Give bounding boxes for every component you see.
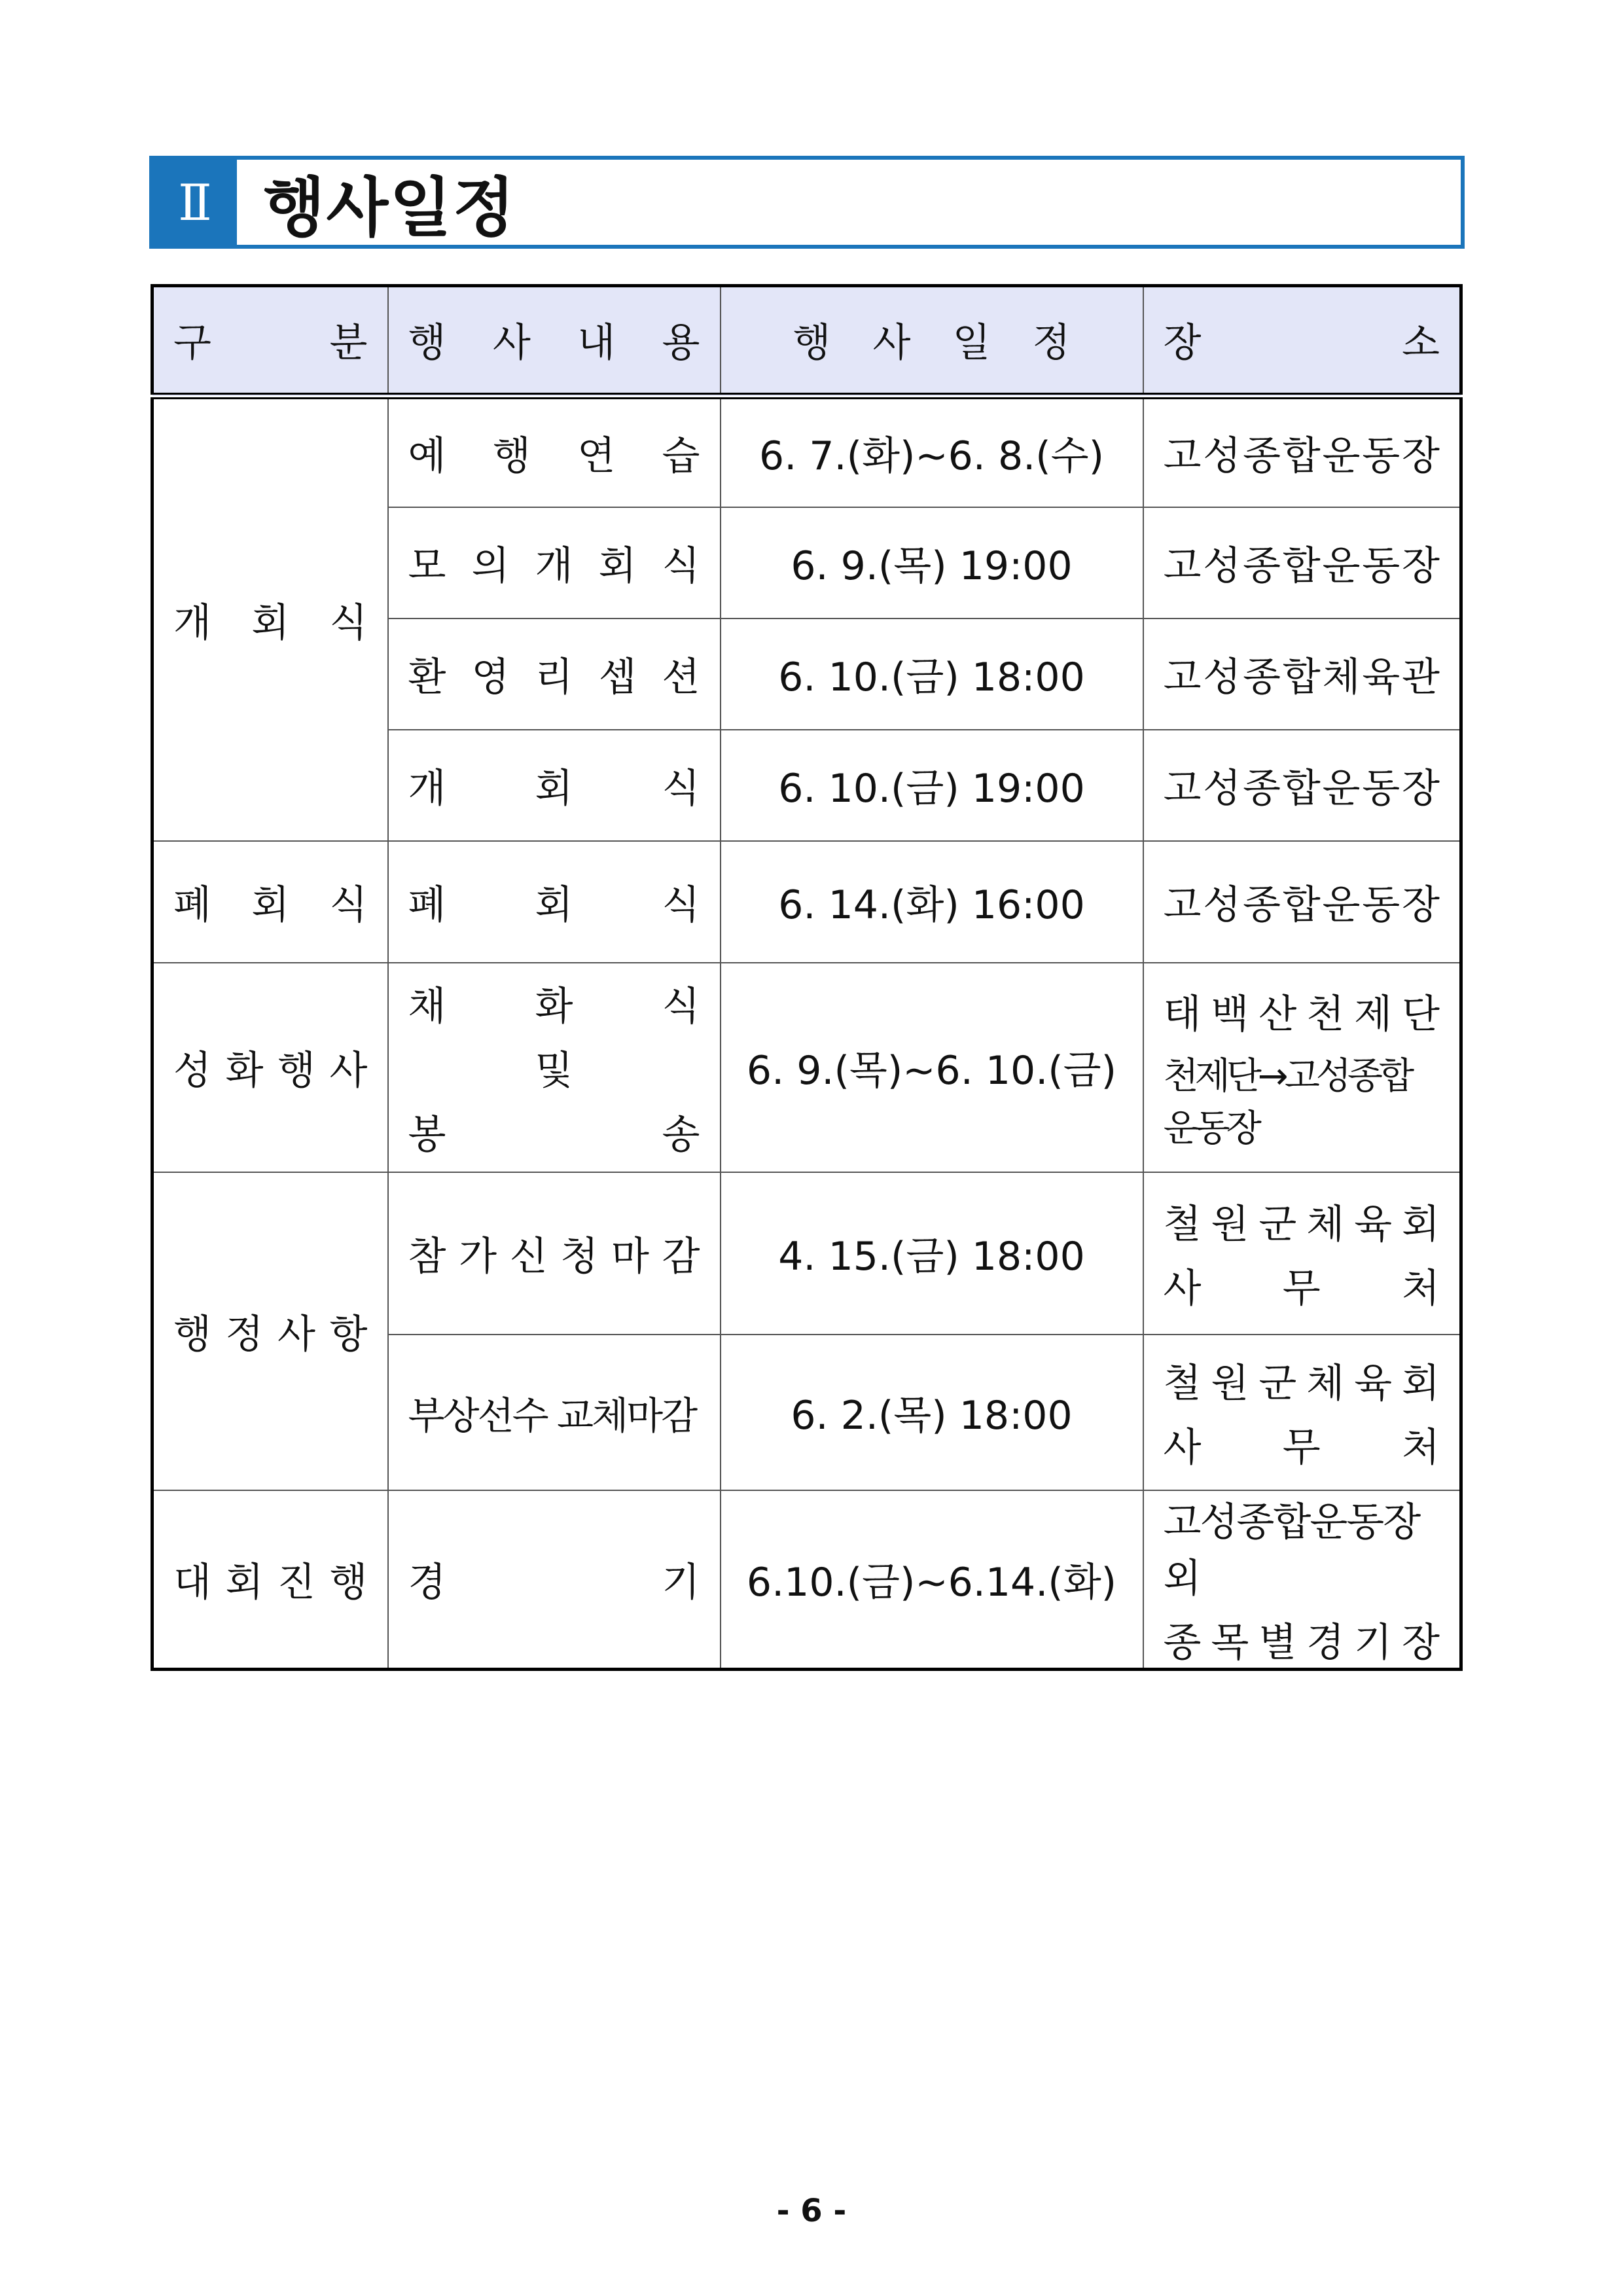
text-segment: 산 (1258, 991, 1297, 1037)
text-segment: 동 (1362, 433, 1400, 479)
category-cell (152, 1172, 388, 1490)
distributed-text (1164, 1611, 1440, 1668)
text-segment: 정 (225, 1311, 264, 1357)
text-segment: 식 (329, 882, 368, 928)
distributed-text (173, 1551, 368, 1607)
category-cell (152, 841, 388, 963)
text-segment: 체 (1306, 1201, 1345, 1247)
text-segment: 체 (1322, 654, 1361, 700)
text-segment: 소 (1402, 320, 1440, 367)
distributed-text (1164, 874, 1440, 930)
text-segment: 운 (1322, 882, 1361, 928)
text-segment: 행 (492, 433, 531, 479)
place-cell (1143, 507, 1461, 619)
text-segment: 화 (225, 1047, 264, 1094)
distributed-text (408, 425, 700, 481)
text-segment: 처 (1402, 1424, 1440, 1471)
text-segment: 기 (662, 1559, 700, 1605)
text-segment: 별 (1258, 1619, 1297, 1666)
text-segment: 항 (329, 1311, 368, 1357)
distributed-text (1164, 646, 1440, 702)
text-segment: 장 (1402, 1619, 1440, 1666)
text-segment: 단 (1402, 991, 1440, 1037)
schedule-cell: 4. 15.(금) 18:00 (721, 1172, 1143, 1335)
text-segment: 행 (173, 1311, 211, 1357)
table-row (152, 1172, 1461, 1335)
text-segment: 고 (1163, 543, 1202, 589)
text-segment: 종 (1163, 1619, 1202, 1666)
text-segment: 고 (1163, 433, 1202, 479)
distributed-text (1164, 1416, 1440, 1473)
text-segment: 회 (1402, 1201, 1440, 1247)
text-segment: 폐 (408, 882, 446, 928)
text-segment: 회 (251, 882, 290, 928)
category-cell (152, 1490, 388, 1670)
distributed-text (408, 646, 700, 702)
text-segment: 천 (1306, 991, 1345, 1037)
distributed-text (408, 1225, 700, 1282)
text-segment: 제 (1354, 991, 1393, 1037)
text-segment: 청 (560, 1233, 599, 1280)
text-segment: 개 (408, 765, 446, 812)
text-segment: 동 (1362, 765, 1400, 812)
distributed-text (173, 592, 368, 648)
text-segment: 성 (1203, 543, 1241, 589)
place-cell (1143, 963, 1461, 1172)
header-content (388, 286, 721, 396)
place-line: 천제단→고성종합운동장 (1163, 1054, 1411, 1150)
text-segment: 화 (535, 983, 573, 1030)
text-segment: 무 (1282, 1424, 1321, 1471)
text-segment: 예 (408, 433, 446, 479)
schedule-cell: 6. 7.(화)~6. 8.(수) (721, 396, 1143, 507)
text-segment: 고 (1163, 882, 1202, 928)
text-segment: 영 (471, 654, 510, 700)
text-segment: 모 (408, 543, 446, 589)
distributed-text (793, 312, 1071, 368)
text-segment: 사 (1163, 1424, 1202, 1471)
content-text: 부상선수 교체마감 (408, 1393, 696, 1438)
schedule-cell: 6.10.(금)~6.14.(화) (721, 1490, 1143, 1670)
text-segment: 행 (793, 320, 831, 367)
text-segment: 성 (173, 1047, 211, 1094)
text-segment: 고 (1163, 765, 1202, 812)
schedule-cell: 6. 10.(금) 18:00 (721, 619, 1143, 730)
distributed-text (408, 312, 700, 368)
distributed-text (1164, 425, 1440, 481)
content-cell (388, 963, 721, 1172)
content-cell (388, 1490, 721, 1670)
text-segment: 원 (1211, 1201, 1249, 1247)
text-segment: 동 (1362, 882, 1400, 928)
section-number: Ⅱ (153, 160, 237, 245)
distributed-text (408, 757, 700, 814)
text-segment: 체 (1306, 1360, 1345, 1407)
distributed-text (1164, 1257, 1440, 1314)
place-cell (1143, 396, 1461, 507)
text-segment: 성 (1203, 433, 1241, 479)
text-segment: 장 (1402, 765, 1440, 812)
distributed-text (408, 975, 700, 1031)
text-segment: 경 (408, 1559, 446, 1605)
distributed-text (1164, 312, 1440, 368)
place-cell (1143, 1490, 1461, 1670)
distributed-text (408, 1103, 700, 1160)
text-segment: 정 (1032, 320, 1071, 367)
text-segment: 군 (1258, 1360, 1297, 1407)
text-segment: 식 (329, 600, 368, 646)
distributed-text (173, 1039, 368, 1096)
text-segment: 성 (1203, 882, 1241, 928)
text-segment: 션 (662, 654, 700, 700)
text-segment: 합 (1282, 882, 1321, 928)
schedule-cell: 6. 9.(목) 19:00 (721, 507, 1143, 619)
text-segment: 종 (1243, 882, 1281, 928)
text-segment: 사 (329, 1047, 368, 1094)
text-segment: 식 (662, 983, 700, 1030)
header-category (152, 286, 388, 396)
text-segment: 종 (1243, 543, 1281, 589)
text-segment: 사 (872, 320, 911, 367)
header-schedule (721, 286, 1143, 396)
distributed-text (1164, 983, 1440, 1039)
text-segment: 폐 (173, 882, 211, 928)
text-segment: 처 (1402, 1265, 1440, 1312)
text-segment: 식 (662, 543, 700, 589)
text-segment: 무 (1282, 1265, 1321, 1312)
text-segment: 백 (1211, 991, 1249, 1037)
section-header (149, 156, 1465, 249)
text-segment: 사 (1163, 1265, 1202, 1312)
text-segment: 기 (1354, 1619, 1393, 1666)
text-segment: 가 (459, 1233, 497, 1280)
place-cell (1143, 1172, 1461, 1335)
text-segment: 용 (662, 320, 700, 367)
text-segment: 회 (225, 1559, 264, 1605)
text-segment: 감 (662, 1233, 700, 1280)
distributed-text (173, 1303, 368, 1359)
text-segment: 경 (1306, 1619, 1345, 1666)
content-cell (388, 396, 721, 507)
text-segment: 종 (1243, 654, 1281, 700)
text-segment: 참 (408, 1233, 446, 1280)
text-segment: 내 (577, 320, 616, 367)
text-segment: 운 (1322, 543, 1361, 589)
schedule-cell: 6. 2.(목) 18:00 (721, 1335, 1143, 1490)
text-segment: 원 (1211, 1360, 1249, 1407)
text-segment: 셉 (598, 654, 637, 700)
text-segment: 행 (408, 320, 446, 367)
table-row (152, 396, 1461, 507)
content-cell (388, 1335, 721, 1490)
text-segment: 철 (1163, 1201, 1202, 1247)
distributed-text (173, 874, 368, 930)
text-segment: 연 (577, 433, 616, 479)
distributed-text (1164, 535, 1440, 591)
place-cell (1143, 1335, 1461, 1490)
schedule-cell: 6. 14.(화) 16:00 (721, 841, 1143, 963)
distributed-text (408, 874, 700, 930)
text-segment: 목 (1211, 1619, 1249, 1666)
text-segment: 개 (535, 543, 573, 589)
place-cell (1143, 730, 1461, 841)
text-segment: 행 (329, 1559, 368, 1605)
text-segment: 구 (173, 320, 211, 367)
content-line: 및 (535, 1047, 573, 1094)
distributed-text (408, 535, 700, 591)
text-segment: 합 (1282, 654, 1321, 700)
distributed-text (1164, 757, 1440, 814)
place-cell (1143, 619, 1461, 730)
category-cell (152, 396, 388, 841)
text-segment: 운 (1322, 765, 1361, 812)
text-segment: 회 (535, 882, 573, 928)
text-segment: 식 (662, 765, 700, 812)
text-segment: 행 (277, 1047, 315, 1094)
text-segment: 합 (1282, 765, 1321, 812)
page-number: - 6 - (776, 2193, 847, 2229)
text-segment: 봉 (408, 1111, 446, 1158)
category-cell (152, 963, 388, 1172)
text-segment: 동 (1362, 543, 1400, 589)
text-segment: 회 (535, 765, 573, 812)
text-segment: 종 (1243, 433, 1281, 479)
content-cell (388, 841, 721, 963)
text-segment: 사 (277, 1311, 315, 1357)
text-segment: 태 (1163, 991, 1202, 1037)
table-row (152, 841, 1461, 963)
text-segment: 관 (1402, 654, 1440, 700)
text-segment: 환 (408, 654, 446, 700)
event-schedule-table (151, 284, 1463, 1671)
text-segment: 육 (1354, 1201, 1393, 1247)
header-place (1143, 286, 1461, 396)
text-segment: 일 (952, 320, 991, 367)
text-segment: 개 (173, 600, 211, 646)
text-segment: 성 (1203, 765, 1241, 812)
place-cell (1143, 841, 1461, 963)
text-segment: 회 (251, 600, 290, 646)
schedule-cell: 6. 10.(금) 19:00 (721, 730, 1143, 841)
text-segment: 육 (1362, 654, 1400, 700)
table-row (152, 1490, 1461, 1670)
text-segment: 고 (1163, 654, 1202, 700)
place-line: 고성종합운동장 외 (1163, 1499, 1420, 1602)
text-segment: 대 (173, 1559, 211, 1605)
text-segment: 장 (1163, 320, 1202, 367)
schedule-cell: 6. 9.(목)~6. 10.(금) (721, 963, 1143, 1172)
text-segment: 마 (611, 1233, 649, 1280)
text-segment: 합 (1282, 433, 1321, 479)
text-segment: 식 (662, 882, 700, 928)
distributed-text (1164, 1193, 1440, 1249)
text-segment: 분 (329, 320, 368, 367)
text-segment: 진 (277, 1559, 315, 1605)
text-segment: 리 (535, 654, 573, 700)
text-segment: 송 (662, 1111, 700, 1158)
text-segment: 회 (1402, 1360, 1440, 1407)
content-cell (388, 730, 721, 841)
text-segment: 합 (1282, 543, 1321, 589)
text-segment: 운 (1322, 433, 1361, 479)
text-segment: 채 (408, 983, 446, 1030)
text-segment: 습 (662, 433, 700, 479)
text-segment: 철 (1163, 1360, 1202, 1407)
text-segment: 회 (598, 543, 637, 589)
text-segment: 신 (509, 1233, 548, 1280)
text-segment: 장 (1402, 433, 1440, 479)
table-header-row (152, 286, 1461, 396)
content-cell (388, 1172, 721, 1335)
distributed-text (173, 312, 368, 368)
text-segment: 의 (471, 543, 510, 589)
text-segment: 육 (1354, 1360, 1393, 1407)
text-segment: 종 (1243, 765, 1281, 812)
text-segment: 군 (1258, 1201, 1297, 1247)
text-segment: 장 (1402, 882, 1440, 928)
content-cell (388, 507, 721, 619)
distributed-text (1164, 1352, 1440, 1408)
table-row (152, 963, 1461, 1172)
text-segment: 사 (492, 320, 531, 367)
section-title: 행사일정 (263, 170, 516, 245)
distributed-text (408, 1551, 700, 1607)
content-cell (388, 619, 721, 730)
text-segment: 장 (1402, 543, 1440, 589)
text-segment: 성 (1203, 654, 1241, 700)
